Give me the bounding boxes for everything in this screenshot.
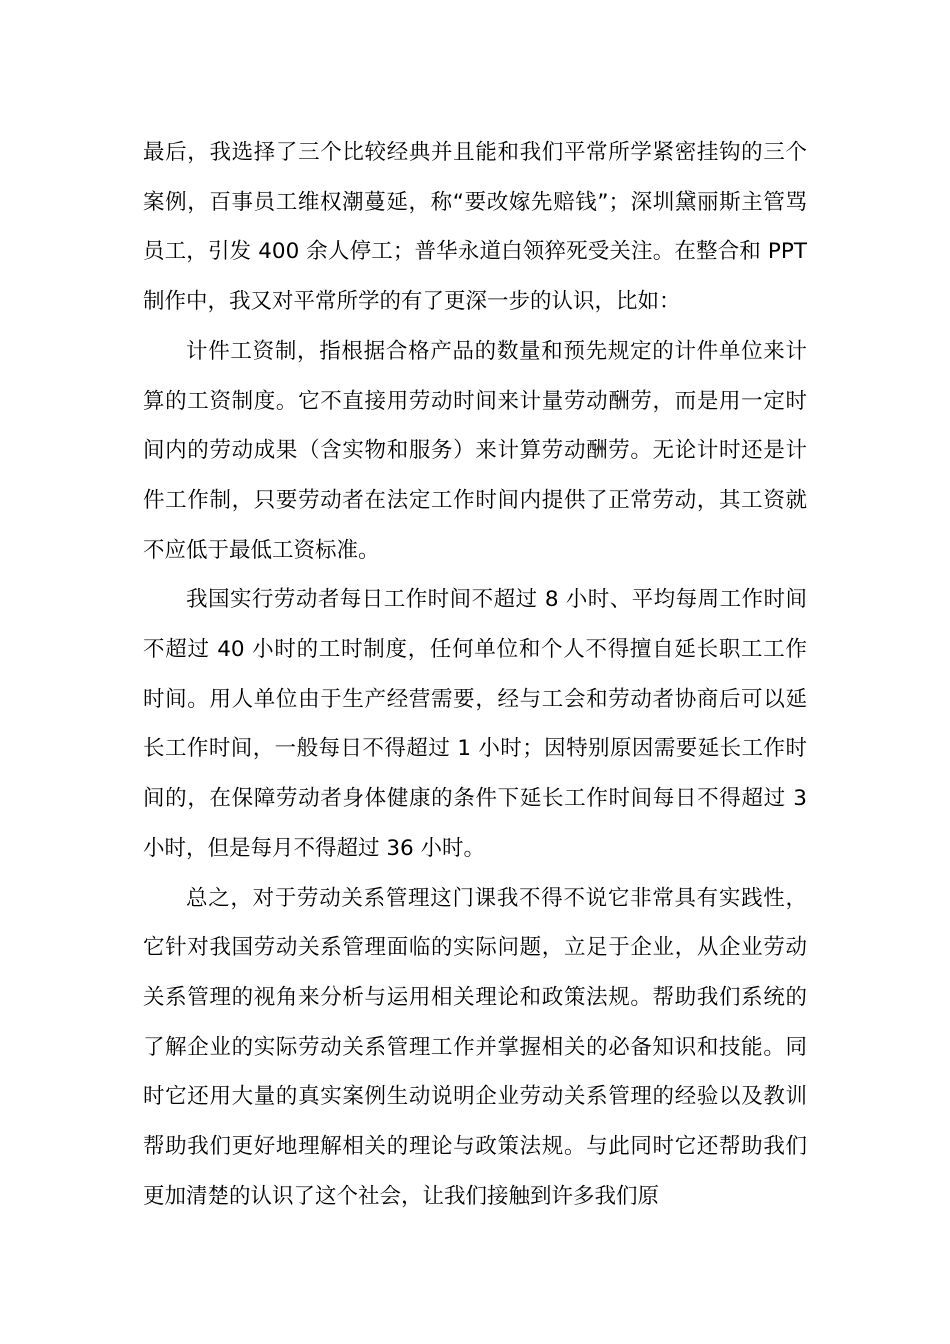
document-body	[143, 128, 807, 1221]
paragraph-case-selection: 最后，我选择了三个比较经典并且能和我们平常所学紧密挂钩的三个案例，百事员工维权潮蔓延，称“要改嫁先赔钱”；深圳黛丽斯主管骂员工，引发 400 余人停工；普华永道白领猝死受关注。在整合和 PPT 制作中，我又对平常所学的有了更深一步的认识，比如：	[143, 140, 807, 315]
paragraph-working-hours: 我国实行劳动者每日工作时间不超过 8 小时、平均每周工作时间不超过 40 小时的工时制度，任何单位和个人不得擅自延长职工工作时间。用人单位由于生产经营需要，经与工会和劳动者协商后可以延长工作时间，一般每日不得超过 1 小时；因特别原因需要延长工作时间的，在保障劳动者身体健康的条件下延长工作时间每日不得超过 3 小时，但是每月不得超过 36 小时。	[143, 587, 807, 861]
paragraph-piece-rate-wage: 计件工资制，指根据合格产品的数量和预先规定的计件单位来计算的工资制度。它不直接用劳动时间来计量劳动酬劳，而是用一定时间内的劳动成果（含实物和服务）来计算劳动酬劳。无论计时还是计件工作制，只要劳动者在法定工作时间内提供了正常劳动，其工资就不应低于最低工资标准。	[143, 338, 807, 563]
paragraph-conclusion: 总之，对于劳动关系管理这门课我不得不说它非常具有实践性，它针对我国劳动关系管理面临的实际问题，立足于企业，从企业劳动关系管理的视角来分析与运用相关理论和政策法规。帮助我们系统的了解企业的实际劳动关系管理工作并掌握相关的必备知识和技能。同时它还用大量的真实案例生动说明企业劳动关系管理的经验以及教训帮助我们更好地理解相关的理论与政策法规。与此同时它还帮助我们更加清楚的认识了这个社会，让我们接触到许多我们原	[143, 885, 807, 1209]
